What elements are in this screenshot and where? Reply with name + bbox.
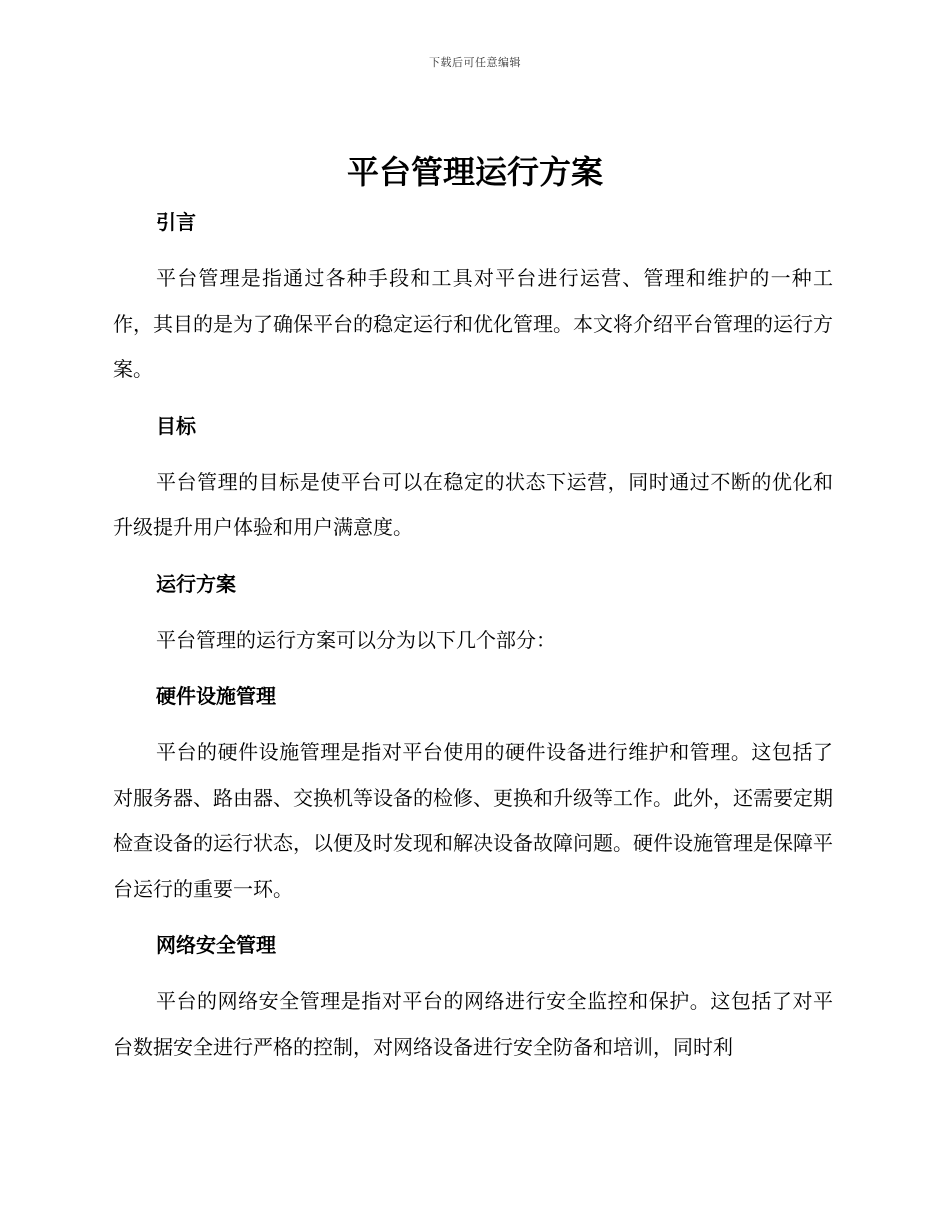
- section-heading-operation-plan: 运行方案: [156, 571, 236, 596]
- section-heading-introduction: 引言: [156, 210, 196, 234]
- section-paragraph-introduction: 平台管理是指通过各种手段和工具对平台进行运营、管理和维护的一种工作，其目的是为了确保平台的稳定运行和优化管理。本文将介绍平台管理的运行方案。: [113, 266, 833, 381]
- section-operation-plan: [113, 562, 833, 664]
- section-paragraph-hardware-management: 平台的硬件设施管理是指对平台使用的硬件设备进行维护和管理。这包括了对服务器、路由器、交换机等设备的检修、更换和升级等工作。此外，还需要定期检查设备的运行状态，以便及时发现和解决设备故障问题。硬件设施管理是保障平台运行的重要一环。: [113, 740, 833, 901]
- section-heading-goal: 目标: [156, 413, 196, 438]
- page-header-note: 下载后可任意编辑: [429, 56, 521, 69]
- section-heading-network-security: 网络安全管理: [156, 933, 276, 957]
- document-body: [113, 200, 833, 1070]
- section-paragraph-goal: 平台管理的目标是使平台可以在稳定的状态下运营，同时通过不断的优化和升级提升用户体验和用户满意度。: [113, 469, 833, 539]
- section-paragraph-network-security: 平台的网络安全管理是指对平台的网络进行安全监控和保护。这包括了对平台数据安全进行严格的控制，对网络设备进行安全防备和培训，同时利: [113, 989, 833, 1059]
- section-paragraph-operation-plan: 平台管理的运行方案可以分为以下几个部分：: [156, 627, 556, 652]
- section-network-security: [113, 923, 833, 1070]
- section-introduction: [113, 200, 833, 393]
- document-title: 平台管理运行方案: [346, 153, 603, 191]
- section-hardware-management: [113, 674, 833, 912]
- section-goal: [113, 404, 833, 551]
- section-heading-hardware-management: 硬件设施管理: [156, 684, 276, 708]
